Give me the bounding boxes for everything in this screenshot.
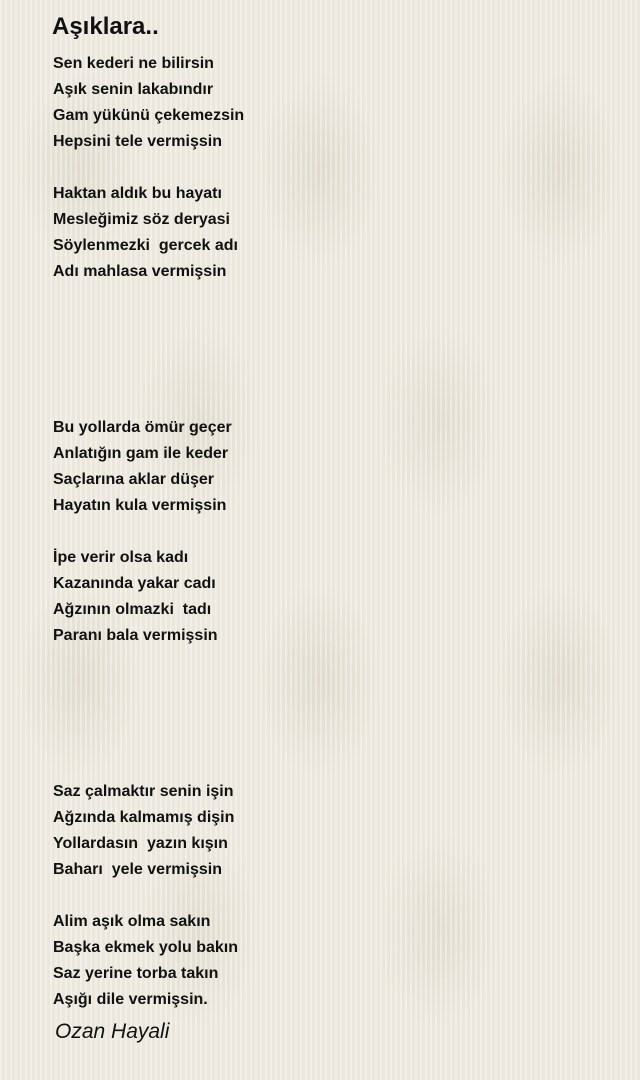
poem-title: Aşıklara.. [52,13,159,40]
poem-line: Yollardasın yazın kışın [53,835,228,852]
stanza-4 [53,545,613,649]
poem-line: Söylenmezki gercek adı [53,237,238,254]
poem-line: Paranı bala vermişsin [53,627,218,644]
stanza-spacer [53,285,613,415]
poem-line: Aşık senin lakabındır [53,81,214,98]
poem-line: Saçlarına aklar düşer [53,471,214,488]
poem-line: Mesleğimiz söz deryasi [53,211,230,228]
poem-line: Hepsini tele vermişsin [53,133,222,150]
stanza-spacer [53,883,613,909]
stanza-3 [53,415,613,519]
poem-line: Aşığı dile vermişsin. [53,991,208,1008]
stanza-6 [53,909,613,1013]
poem-line: Anlatığın gam ile keder [53,445,229,462]
poem-line: Başka ekmek yolu bakın [53,939,238,956]
stanza-spacer [53,649,613,779]
stanza-5 [53,779,613,883]
poem-line: Saz yerine torba takın [53,965,219,982]
poem-line: Gam yükünü çekemezsin [53,107,245,124]
poem-line: Hayatın kula vermişsin [53,497,227,514]
poem-body [53,51,613,1013]
stanza-spacer [53,519,613,545]
poem-line: Saz çalmaktır senin işin [53,783,234,800]
stanza-1 [53,51,613,155]
poem-line: İpe verir olsa kadı [53,549,189,566]
poem-author: Ozan Hayali [55,1020,170,1043]
poem-line: Alim aşık olma sakın [53,913,211,930]
poem-line: Kazanında yakar cadı [53,575,216,592]
poem-line: Haktan aldık bu hayatı [53,185,222,202]
stanza-2 [53,181,613,285]
poem-line: Bu yollarda ömür geçer [53,419,232,436]
poem-line: Sen kederi ne bilirsin [53,55,214,72]
poem-line: Adı mahlasa vermişsin [53,263,227,280]
poem-line: Ağzının olmazki tadı [53,601,212,618]
poem-line: Ağzında kalmamış dişin [53,809,235,826]
stanza-spacer [53,155,613,181]
poem-line: Baharı yele vermişsin [53,861,222,878]
